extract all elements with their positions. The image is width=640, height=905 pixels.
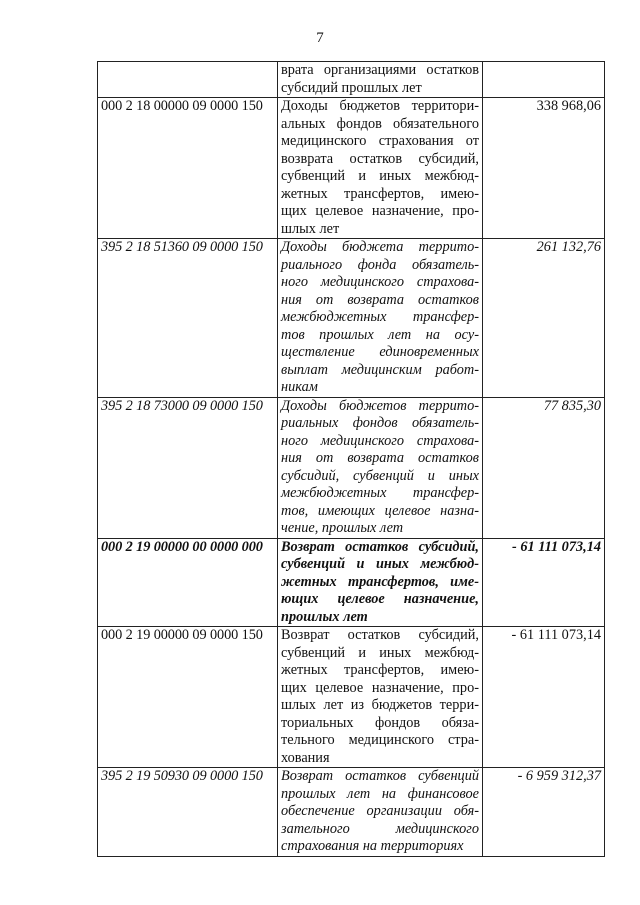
amount-cell: 261 132,76 <box>483 239 605 398</box>
description-line: ного медицинского страхова- <box>281 274 479 290</box>
description-line: щих целевое назначение, про- <box>281 203 479 219</box>
budget-table <box>97 61 605 857</box>
description-line: тов прошлых лет на осу- <box>281 326 479 343</box>
description-line: субсидий, субвенций и иных <box>281 467 479 484</box>
description-line: прошлых лет <box>281 608 368 625</box>
budget-code-cell: 000 2 18 00000 09 0000 150 <box>98 98 278 239</box>
description-line: шлых лет <box>281 220 340 237</box>
table-row <box>98 768 605 857</box>
description-line: субвенций и иных межбюд- <box>281 168 479 184</box>
description-line: обеспечение организации обя- <box>281 803 479 819</box>
description-line: никам <box>281 379 318 395</box>
description-cell <box>278 768 483 857</box>
description-line: Возврат остатков субсидий, <box>281 627 479 643</box>
description-line: врата организациями остатков <box>281 62 479 78</box>
table-row <box>98 627 605 768</box>
description-line: ного медицинского страхова- <box>281 432 479 449</box>
description-line: медицинского страхования от <box>281 133 479 149</box>
page-number: 7 <box>316 30 324 46</box>
description-line: межбюджетных трансфер- <box>281 485 479 501</box>
description-line: ществление единовременных <box>281 344 479 360</box>
description-line: риальных фондов обязатель- <box>281 415 479 431</box>
description-line: риального фонда обязатель- <box>281 256 479 273</box>
amount-cell: - 61 111 073,14 <box>483 538 605 627</box>
description-line: Доходы бюджетов территори- <box>281 98 479 114</box>
budget-code-cell: 395 2 18 51360 09 0000 150 <box>98 239 278 398</box>
table-row <box>98 98 605 239</box>
amount-cell: 338 968,06 <box>483 98 605 239</box>
description-line: чение, прошлых лет <box>281 520 404 536</box>
budget-code-cell <box>98 62 278 98</box>
description-line: Доходы бюджета террито- <box>281 239 479 255</box>
description-line: Возврат остатков субвенций <box>281 768 479 784</box>
description-line: прошлых лет на финансовое <box>281 785 479 802</box>
amount-cell: - 61 111 073,14 <box>483 627 605 768</box>
description-line: ния от возврата остатков <box>281 291 479 308</box>
description-line: жетных трансфертов, имею- <box>281 662 479 678</box>
description-line: хования <box>281 749 330 766</box>
table-row <box>98 538 605 627</box>
description-line: зательного медицинского <box>281 820 479 837</box>
description-line: жетных трансфертов, имею- <box>281 185 479 202</box>
table-row <box>98 397 605 538</box>
description-line: ющих целевое назначение, <box>281 591 479 607</box>
budget-code-cell: 395 2 18 73000 09 0000 150 <box>98 397 278 538</box>
description-line: субсидий прошлых лет <box>281 79 422 96</box>
amount-cell: - 6 959 312,37 <box>483 768 605 857</box>
amount-cell: 77 835,30 <box>483 397 605 538</box>
description-cell <box>278 397 483 538</box>
description-line: тельного медицинского стра- <box>281 732 479 748</box>
description-line: Возврат остатков субсидий, <box>281 538 479 555</box>
table-row <box>98 62 605 98</box>
description-cell <box>278 98 483 239</box>
description-cell <box>278 239 483 398</box>
table-row <box>98 239 605 398</box>
description-line: ториальных фондов обяза- <box>281 714 479 731</box>
description-line: субвенций и иных межбюд- <box>281 644 479 661</box>
description-cell <box>278 627 483 768</box>
description-line: жетных трансфертов, име- <box>281 573 479 590</box>
description-cell <box>278 538 483 627</box>
description-line: альных фондов обязательного <box>281 115 479 132</box>
description-line: субвенций и иных межбюд- <box>281 556 479 572</box>
description-line: страхования на территориях <box>281 838 464 854</box>
description-line: межбюджетных трансфер- <box>281 309 479 325</box>
description-line: щих целевое назначение, про- <box>281 679 479 696</box>
description-line: Доходы бюджетов террито- <box>281 397 479 414</box>
amount-cell <box>483 62 605 98</box>
description-line: ния от возврата остатков <box>281 450 479 466</box>
description-line: возврата остатков субсидий, <box>281 150 479 167</box>
budget-code-cell: 000 2 19 00000 00 0000 000 <box>98 538 278 627</box>
budget-code-cell: 395 2 19 50930 09 0000 150 <box>98 768 278 857</box>
description-line: выплат медицинским работ- <box>281 361 479 378</box>
description-line: тов, имеющих целевое назна- <box>281 502 479 519</box>
description-line: шлых лет из бюджетов терри- <box>281 697 479 713</box>
description-cell <box>278 62 483 98</box>
budget-code-cell: 000 2 19 00000 09 0000 150 <box>98 627 278 768</box>
